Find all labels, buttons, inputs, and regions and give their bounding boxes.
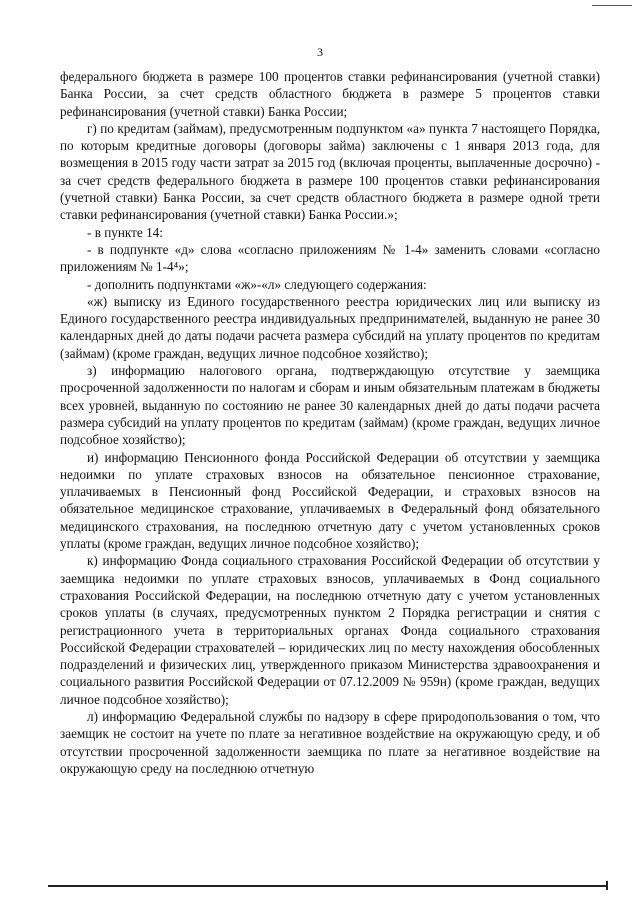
bottom-edge-tick xyxy=(606,881,608,890)
paragraph-add-subitems: - дополнить подпунктами «ж»-«л» следующего содержания: xyxy=(87,276,427,292)
bottom-edge-line xyxy=(48,885,608,887)
paragraph-subitem-zh: «ж) выписку из Единого государственного реестра юридических лиц или выписку из Единого государственного реестра индивидуальных предпринимателей, выданную не ранее 30 календарных дней до даты подачи расчета размера субсидий на уплату процентов по кредитам (займам) (кроме граждан, ведущих личное подсобное хозяйство); xyxy=(60,293,600,361)
paragraph-subitem-i: и) информацию Пенсионного фонда Российской Федерации об отсутствии у заемщика недоимки по уплате страховых взносов на обязательное пенсионное страхование, уплачиваемых в Пенсионный фонд Российской Федерации, и страховых взносов на обязательное медицинское страхование, уплачиваемых в Федеральный фонд обязательного медицинского страхования, на последнюю отчетную дату с учетом установленных сроков уплаты (кроме граждан, ведущих личное подсобное хозяйство); xyxy=(60,449,600,552)
paragraph-subitem-z: з) информацию налогового органа, подтверждающую отсутствие у заемщика просроченной задолженности по налогам и сборам и иным обязательным платежам в бюджеты всех уровней, выданную по состоянию не ранее 30 календарных дней до даты подачи расчета размера субсидий на уплату процентов по кредитам (займам) (кроме граждан, ведущих личное подсобное хозяйство); xyxy=(60,363,600,448)
paragraph-subitem-k: к) информацию Фонда социального страхования Российской Федерации об отсутствии у заемщика недоимки по уплате страховых взносов, уплачиваемых в Фонд социального страхования Российской Федерации, на последнюю отчетную дату с учетом установленных сроков уплаты (в случаях, предусмотренных пунктом 2 Порядка регистрации и снятия с регистрационного учета в территориальных органах Фонда социального страхования Российской Федерации страхователей – юридических лиц по месту нахождения обособленных подразделений и физических лиц, утвержденного приказом Министерства здравоохранения и социального развития Российской Федерации от 07.12.2009 № 959н) (кроме граждан, ведущих личное подсобное хозяйство); xyxy=(60,553,600,707)
paragraph-subitem-l: л) информацию Федеральной службы по надзору в сфере природопользования о том, что заемщик не состоит на учете по плате за негативное воздействие на окружающую среду, и об отсутствии просроченной задолженности заемщика по плате за негативное воздействие на окружающую среду на последнюю отчетную xyxy=(60,708,600,776)
paragraph-subitem-g: г) по кредитам (займам), предусмотренным подпунктом «а» пункта 7 настоящего Порядка, по которым кредитные договоры (договоры займа) заключены с 1 января 2013 года, для возмещения в 2015 году части затрат за 2015 год (включая проценты, выплаченные досрочно) - за счет средств федерального бюджета в размере 100 процентов ставки рефинансирования (учетной ставки) Банка России, за счет средств областного бюджета в размере одной трети ставки рефинансирования (учетной ставки) Банка России.»; xyxy=(60,120,600,223)
document-body xyxy=(60,68,600,777)
paragraph-continuation: федерального бюджета в размере 100 процентов ставки рефинансирования (учетной ставки) Банка России, за счет средств областного бюджета в размере 5 процентов ставки рефинансирования (учетной ставки) Банка России; xyxy=(60,69,600,119)
paragraph-subitem-d-change: - в подпункте «д» слова «согласно приложениям № 1-4» заменить словами «согласно приложениям № 1-4⁴»; xyxy=(60,241,600,275)
top-edge-line xyxy=(592,5,632,6)
page-number: 3 xyxy=(317,45,323,59)
paragraph-point-14: - в пункте 14: xyxy=(87,224,163,240)
